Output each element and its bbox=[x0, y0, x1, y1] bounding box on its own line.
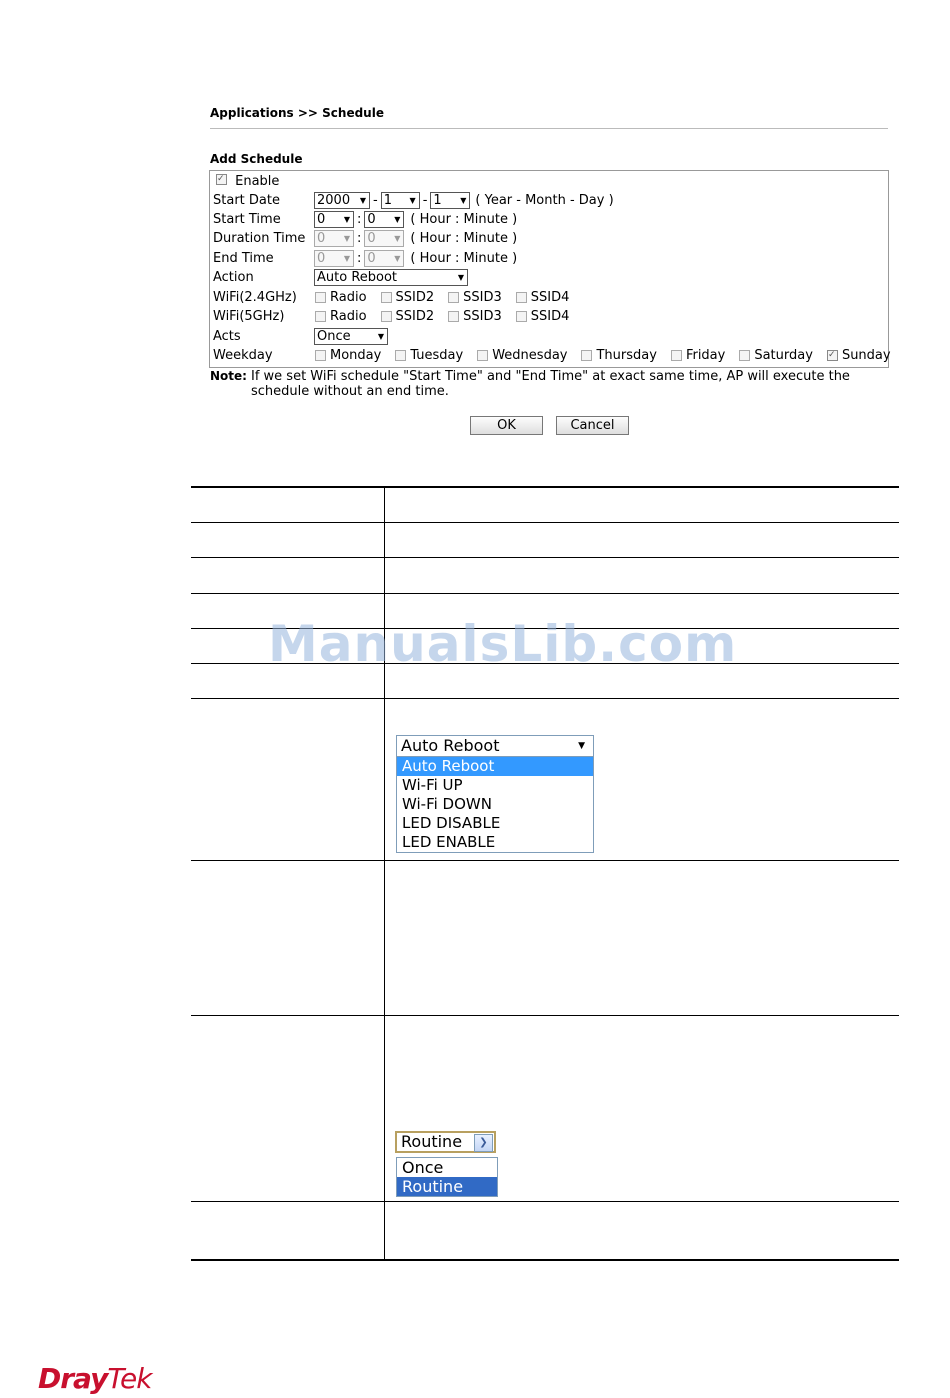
note-text: If we set WiFi schedule "Start Time" and "End Time" at exact same time, AP will execute the schedule without an end time. bbox=[251, 369, 850, 399]
acts-option-routine[interactable]: Routine bbox=[397, 1177, 497, 1196]
cancel-button[interactable]: Cancel bbox=[556, 416, 629, 435]
action-dropdown-selected[interactable]: Auto Reboot ▼ bbox=[397, 736, 593, 757]
start-hour-select[interactable]: 0 ▼ bbox=[314, 211, 354, 228]
table-column-divider bbox=[384, 488, 385, 1259]
monday-checkbox[interactable] bbox=[315, 350, 326, 361]
enable-label: Enable bbox=[235, 174, 280, 189]
duration-hour-select[interactable]: 0 ▼ bbox=[314, 230, 354, 247]
action-option-led-disable[interactable]: LED DISABLE bbox=[402, 814, 501, 832]
chevron-down-icon: ▼ bbox=[343, 215, 350, 224]
wifi5-ssid4-checkbox[interactable] bbox=[516, 311, 527, 322]
action-option-led-enable[interactable]: LED ENABLE bbox=[402, 833, 496, 851]
table-row-divider bbox=[191, 698, 899, 699]
action-option-auto-reboot[interactable]: Auto Reboot bbox=[397, 757, 593, 776]
wifi24-ssid3-checkbox[interactable] bbox=[448, 292, 459, 303]
enable-checkbox[interactable] bbox=[216, 174, 227, 185]
chevron-down-icon: ▼ bbox=[409, 196, 416, 205]
friday-checkbox[interactable] bbox=[671, 350, 682, 361]
breadcrumb-divider bbox=[210, 128, 888, 129]
date-hint: ( Year - Month - Day ) bbox=[475, 193, 614, 208]
weekday-label: Weekday bbox=[213, 348, 273, 363]
action-dropdown-list bbox=[396, 735, 594, 853]
chevron-down-icon: ▼ bbox=[394, 254, 401, 263]
table-row-divider bbox=[191, 1201, 899, 1202]
action-option-wifi-up[interactable]: Wi-Fi UP bbox=[402, 776, 463, 794]
table-top-border bbox=[191, 486, 899, 488]
note bbox=[210, 369, 890, 399]
duration-minute-select[interactable]: 0 ▼ bbox=[364, 230, 404, 247]
acts-dropdown-list bbox=[396, 1157, 498, 1197]
table-row-divider bbox=[191, 593, 899, 594]
table-row-divider bbox=[191, 557, 899, 558]
draytek-logo: DrayTek bbox=[38, 1362, 152, 1395]
action-select[interactable]: Auto Reboot ▼ bbox=[314, 269, 468, 286]
chevron-down-icon: ▼ bbox=[457, 273, 464, 282]
chevron-down-icon: ▼ bbox=[578, 741, 585, 751]
acts-dropdown-selected[interactable]: Routine ❯ bbox=[395, 1131, 496, 1153]
enable-row bbox=[213, 172, 279, 191]
chevron-down-icon: ▼ bbox=[343, 254, 350, 263]
acts-option-once[interactable]: Once bbox=[402, 1158, 444, 1177]
chevron-down-icon: ▼ bbox=[394, 215, 401, 224]
add-schedule-form: ✓ Enable Start Date 2000 ▼ - 1 ▼ - 1 ▼ ( Year - Month - Day ) Start Time 0 ▼ : 0 ▼ ( Hour : Minute ) Duration Time 0 ▼ : 0 ▼ ( Hour : Minute ) End Time 0 ▼ : 0 ▼ ( Hour : Minute ) Action Auto Reboot ▼ WiFi(2.4GHz) Radio SSID2 SSID3 SSID4 WiFi(5GHz) Radio SSID2 SSID3 SSID4 Acts Once ▼ Weekday Monday Tuesday Wednesday Thursday Friday Saturday ✓ Sunday bbox=[209, 170, 889, 368]
chevron-down-icon: ▼ bbox=[359, 196, 366, 205]
watermark: ManualsLib.com bbox=[268, 615, 738, 673]
acts-label: Acts bbox=[213, 329, 241, 344]
wifi24-ssid4-checkbox[interactable] bbox=[516, 292, 527, 303]
ok-button[interactable]: OK bbox=[470, 416, 543, 435]
start-time-hint: ( Hour : Minute ) bbox=[410, 212, 518, 227]
chevron-down-icon: ❯ bbox=[474, 1134, 493, 1152]
end-minute-select[interactable]: 0 ▼ bbox=[364, 250, 404, 267]
end-time-label: End Time bbox=[213, 251, 274, 266]
wifi5-radio-checkbox[interactable] bbox=[315, 311, 326, 322]
table-row-divider bbox=[191, 1015, 899, 1016]
sunday-checkbox[interactable] bbox=[827, 350, 838, 361]
note-label: Note: bbox=[210, 369, 247, 383]
start-time-label: Start Time bbox=[213, 212, 281, 227]
chevron-down-icon: ▼ bbox=[394, 234, 401, 243]
wifi24-radio-checkbox[interactable] bbox=[315, 292, 326, 303]
chevron-down-icon: ▼ bbox=[460, 196, 467, 205]
breadcrumb: Applications >> Schedule bbox=[210, 106, 384, 120]
wifi24-ssid2-checkbox[interactable] bbox=[381, 292, 392, 303]
section-title: Add Schedule bbox=[210, 152, 303, 166]
day-select[interactable]: 1 ▼ bbox=[430, 192, 470, 209]
wifi5-label: WiFi(5GHz) bbox=[213, 309, 285, 324]
table-row-divider bbox=[191, 860, 899, 861]
acts-select[interactable]: Once ▼ bbox=[314, 328, 388, 345]
duration-label: Duration Time bbox=[213, 231, 306, 246]
wednesday-checkbox[interactable] bbox=[477, 350, 488, 361]
start-minute-select[interactable]: 0 ▼ bbox=[364, 211, 404, 228]
wifi5-ssid3-checkbox[interactable] bbox=[448, 311, 459, 322]
year-select[interactable]: 2000 ▼ bbox=[314, 192, 370, 209]
thursday-checkbox[interactable] bbox=[581, 350, 592, 361]
table-bottom-border bbox=[191, 1259, 899, 1261]
wifi24-label: WiFi(2.4GHz) bbox=[213, 290, 297, 305]
action-label: Action bbox=[213, 270, 254, 285]
wifi5-ssid2-checkbox[interactable] bbox=[381, 311, 392, 322]
end-time-hint: ( Hour : Minute ) bbox=[410, 251, 518, 266]
chevron-down-icon: ▼ bbox=[343, 234, 350, 243]
chevron-down-icon: ▼ bbox=[377, 332, 384, 341]
table-row-divider bbox=[191, 522, 899, 523]
action-option-wifi-down[interactable]: Wi-Fi DOWN bbox=[402, 795, 492, 813]
month-select[interactable]: 1 ▼ bbox=[381, 192, 420, 209]
end-hour-select[interactable]: 0 ▼ bbox=[314, 250, 354, 267]
duration-hint: ( Hour : Minute ) bbox=[410, 231, 518, 246]
saturday-checkbox[interactable] bbox=[739, 350, 750, 361]
start-date-label: Start Date bbox=[213, 193, 280, 208]
tuesday-checkbox[interactable] bbox=[395, 350, 406, 361]
